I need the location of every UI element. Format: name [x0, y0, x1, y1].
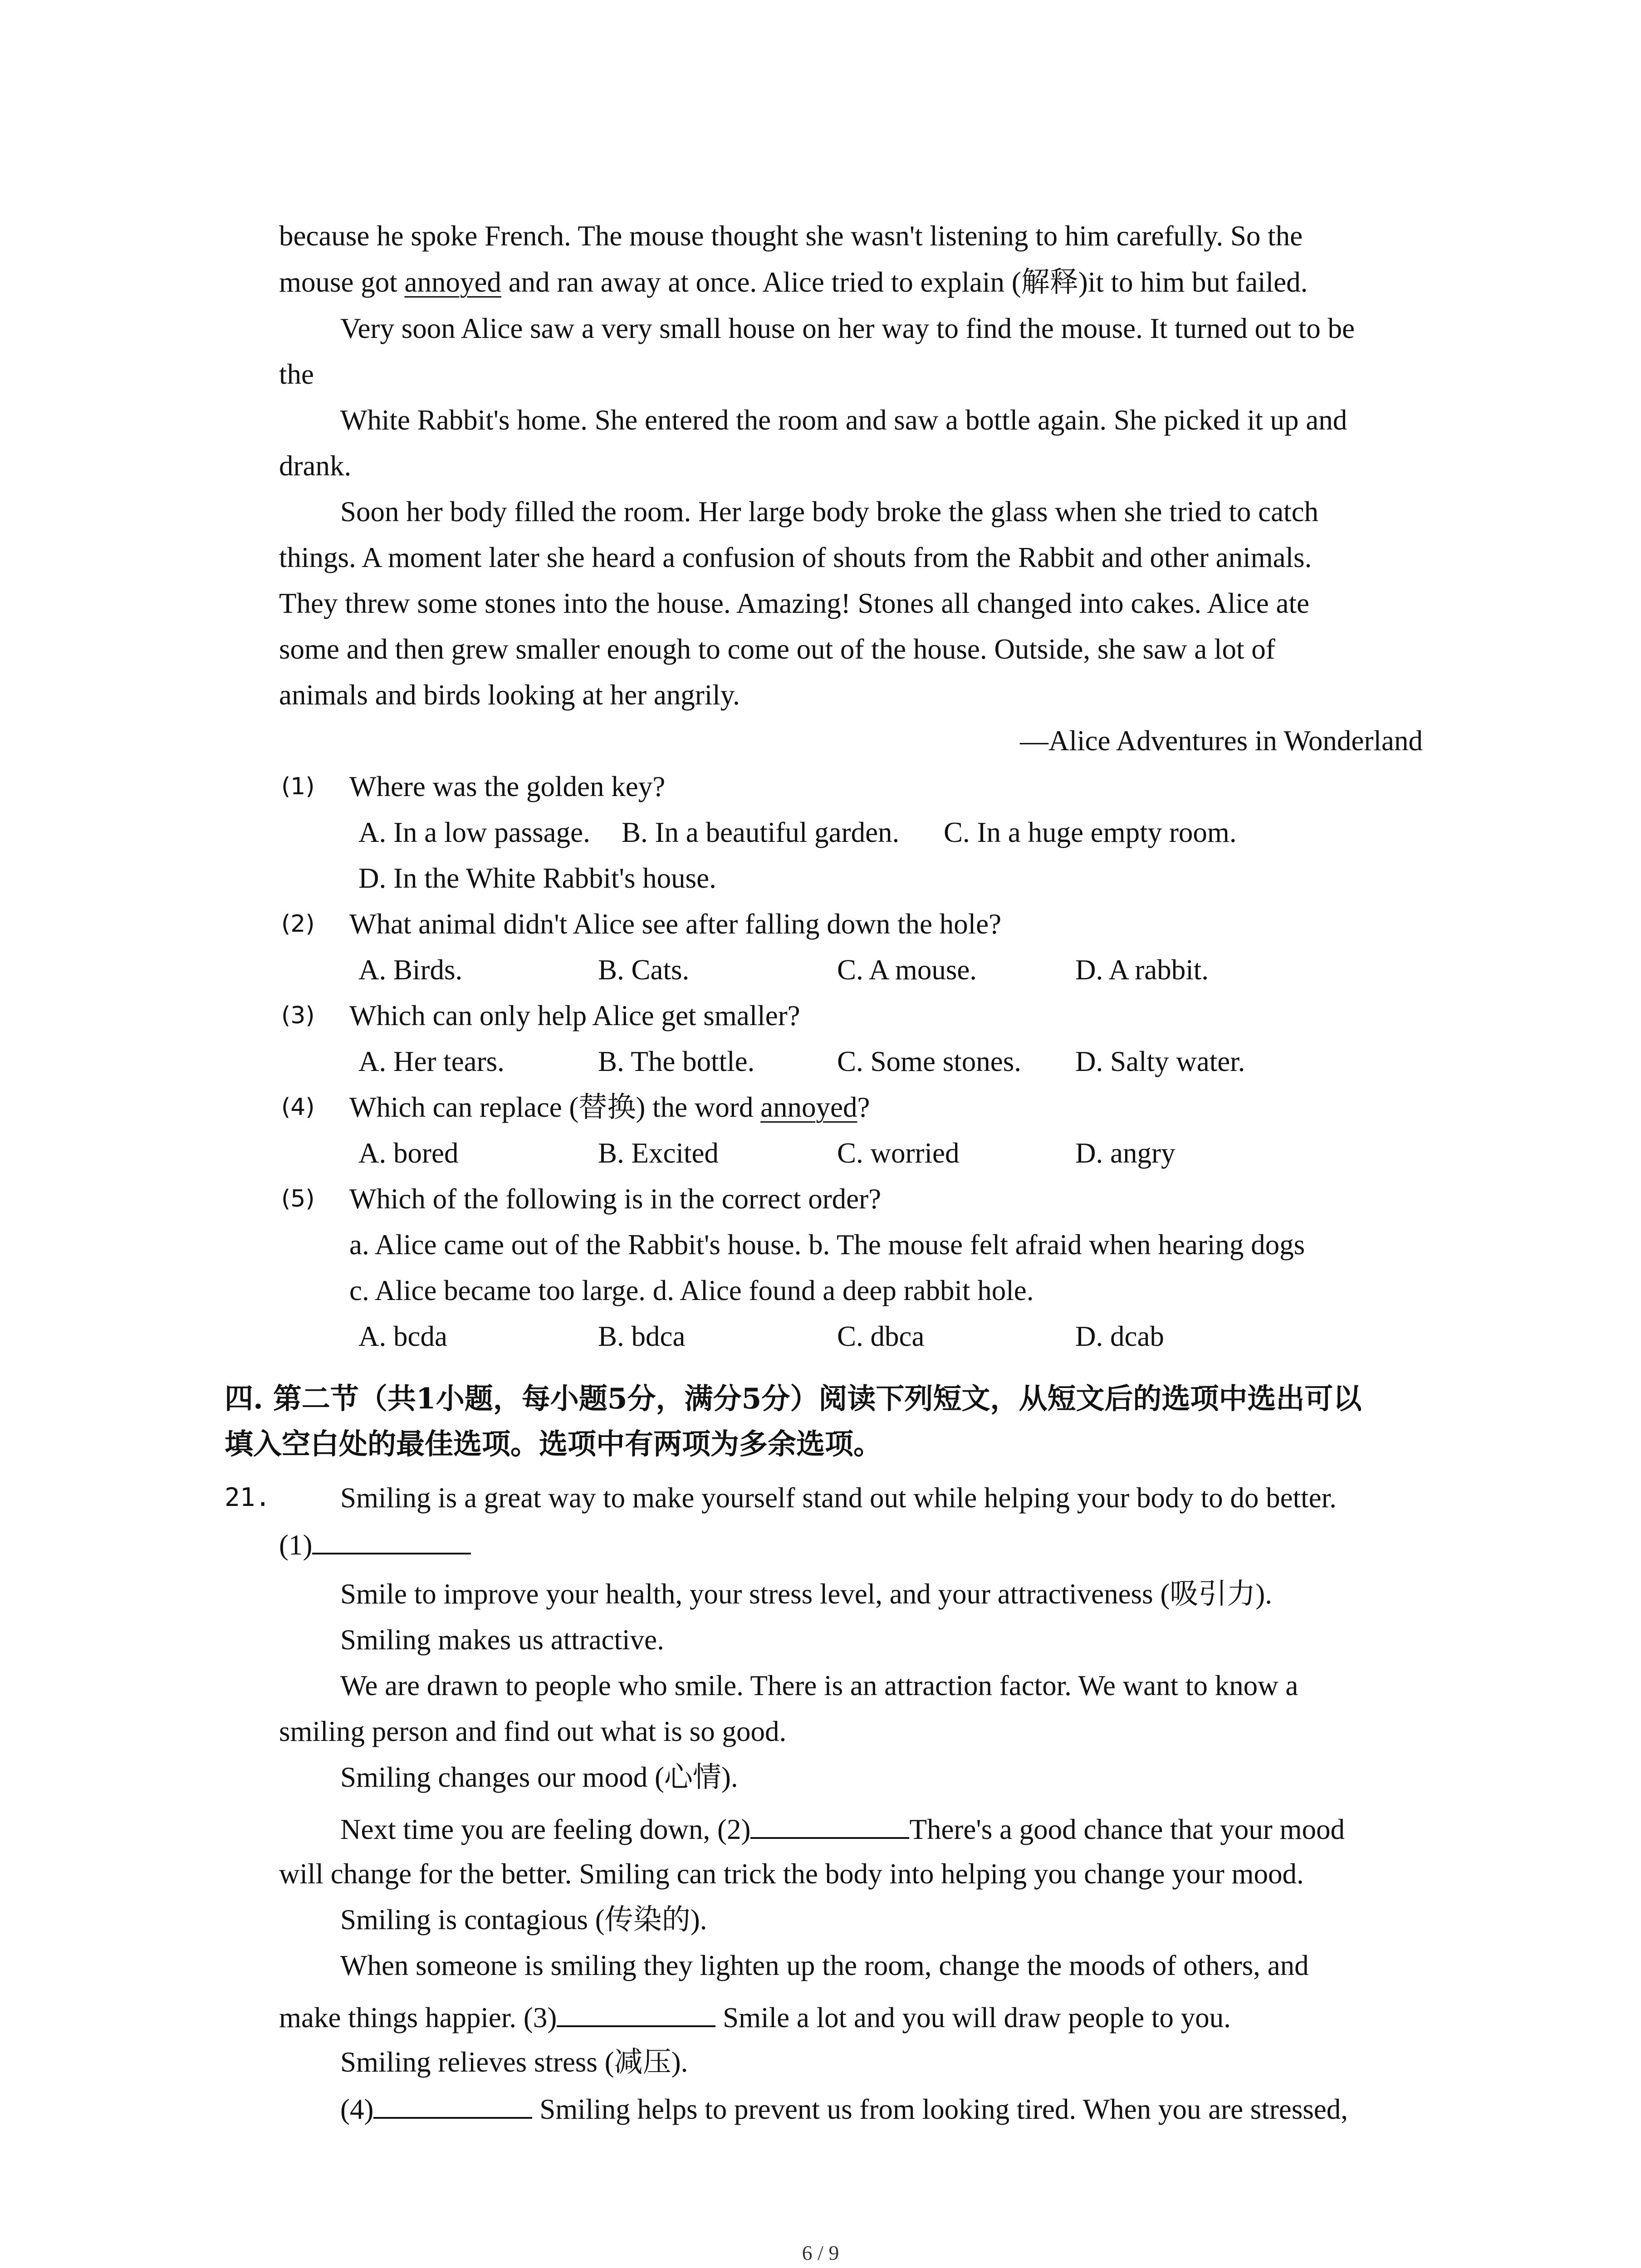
- passage-line: [340, 1810, 1345, 1848]
- option-d[interactable]: D. A rabbit.: [1075, 954, 1209, 986]
- passage-line: drank.: [279, 450, 352, 482]
- passage-line: smiling person and find out what is so good.: [279, 1716, 787, 1747]
- question-text: [349, 1089, 870, 1125]
- question-text: Which can only help Alice get smaller?: [349, 1000, 800, 1031]
- option-d[interactable]: D. angry: [1075, 1137, 1176, 1169]
- passage-line: When someone is smiling they lighten up the room, change the moods of others, and: [340, 1950, 1309, 1981]
- passage-line: White Rabbit's home. She entered the room and saw a bottle again. She picked it up and: [340, 404, 1347, 436]
- option-a[interactable]: A. In a low passage.: [358, 816, 590, 848]
- option-b[interactable]: B. Excited: [598, 1137, 719, 1169]
- blank-line: [279, 1525, 471, 1563]
- text-span: mouse got: [279, 266, 405, 298]
- option-b[interactable]: B. Cats.: [598, 954, 690, 986]
- option-c[interactable]: C. dbca: [837, 1320, 925, 1352]
- text-span: Next time you are feeling down, (2): [340, 1813, 751, 1845]
- passage-line: Very soon Alice saw a very small house on her way to find the mouse. It turned out to be: [340, 313, 1355, 344]
- answer-blank[interactable]: [373, 2090, 532, 2119]
- section-heading: 四. 第二节（共1小题，每小题5分，满分5分）阅读下列短文，从短文后的选项中选出可以: [225, 1382, 1362, 1415]
- passage-line: some and then grew smaller enough to come out of the house. Outside, she saw a lot of: [279, 633, 1275, 665]
- text-span: ?: [857, 1091, 870, 1123]
- section-heading: 填入空白处的最佳选项。选项中有两项为多余选项。: [225, 1427, 882, 1461]
- option-b[interactable]: B. The bottle.: [598, 1046, 755, 1077]
- option-c[interactable]: C. worried: [837, 1137, 960, 1169]
- blank-number: (1): [279, 1529, 313, 1561]
- question-subtext: a. Alice came out of the Rabbit's house. b. The mouse felt afraid when hearing dogs: [349, 1229, 1305, 1261]
- text-span: Smiling helps to prevent us from looking tired. When you are stressed,: [532, 2093, 1348, 2125]
- passage-line: because he spoke French. The mouse thought she wasn't listening to him carefully. So the: [279, 220, 1303, 252]
- passage-line: Smile to improve your health, your stress level, and your attractiveness (吸引力).: [340, 1578, 1273, 1610]
- question-text: Which of the following is in the correct order?: [349, 1183, 882, 1215]
- question-number: (5): [281, 1185, 315, 1212]
- passage-line: Smiling is contagious (传染的).: [340, 1904, 707, 1936]
- answer-blank[interactable]: [312, 1525, 471, 1554]
- passage-source: —Alice Adventures in Wonderland: [1020, 725, 1423, 757]
- question-number: (3): [281, 1002, 315, 1029]
- passage-line: Smiling makes us attractive.: [340, 1624, 664, 1656]
- text-span: There's a good chance that your mood: [909, 1813, 1345, 1845]
- answer-blank[interactable]: [750, 1810, 909, 1839]
- passage-line: the: [279, 358, 314, 390]
- passage-line: will change for the better. Smiling can trick the body into helping you change your mood.: [279, 1858, 1304, 1890]
- passage-line: Smiling is a great way to make yourself stand out while helping your body to do better.: [340, 1482, 1337, 1514]
- passage-line: We are drawn to people who smile. There is an attraction factor. We want to know a: [340, 1670, 1298, 1701]
- underlined-word: annoyed: [760, 1091, 857, 1123]
- option-a[interactable]: A. Birds.: [358, 954, 463, 986]
- option-b[interactable]: B. In a beautiful garden.: [622, 816, 900, 848]
- text-span: (4): [340, 2093, 374, 2125]
- passage-line: [279, 264, 1308, 300]
- question-number: (1): [281, 773, 315, 800]
- option-d[interactable]: D. Salty water.: [1075, 1046, 1245, 1077]
- option-d[interactable]: D. dcab: [1075, 1320, 1164, 1352]
- question-text: What animal didn't Alice see after falling down the hole?: [349, 908, 1002, 940]
- answer-blank[interactable]: [557, 1998, 715, 2027]
- passage-line: Smiling changes our mood (心情).: [340, 1761, 738, 1793]
- text-span: Which can replace (替换) the word: [349, 1091, 761, 1123]
- text-span: make things happier. (3): [279, 2002, 557, 2033]
- passage-line: They threw some stones into the house. Amazing! Stones all changed into cakes. Alice ate: [279, 587, 1309, 619]
- passage-line: [279, 1998, 1231, 2036]
- page-number: 6 / 9: [802, 2241, 839, 2264]
- passage-line: animals and birds looking at her angrily.: [279, 679, 740, 711]
- passage-line: Soon her body filled the room. Her large body broke the glass when she tried to catch: [340, 496, 1319, 528]
- passage-line: [340, 2090, 1348, 2127]
- option-c[interactable]: C. A mouse.: [837, 954, 977, 986]
- underlined-word: annoyed: [404, 266, 501, 298]
- text-span: and ran away at once. Alice tried to explain (解释)it to him but failed.: [501, 266, 1308, 298]
- passage-line: things. A moment later she heard a confusion of shouts from the Rabbit and other animals.: [279, 542, 1312, 573]
- text-span: Smile a lot and you will draw people to you.: [715, 2002, 1231, 2033]
- passage-line: Smiling relieves stress (减压).: [340, 2046, 688, 2078]
- option-a[interactable]: A. bored: [358, 1137, 459, 1169]
- question-number: (2): [281, 910, 315, 938]
- question-number: (4): [281, 1094, 315, 1121]
- question-text: Where was the golden key?: [349, 771, 666, 802]
- option-b[interactable]: B. bdca: [598, 1320, 686, 1352]
- question-number: 21.: [225, 1483, 271, 1512]
- question-subtext: c. Alice became too large. d. Alice found a deep rabbit hole.: [349, 1275, 1034, 1306]
- option-a[interactable]: A. Her tears.: [358, 1046, 505, 1077]
- option-c[interactable]: C. Some stones.: [837, 1046, 1022, 1077]
- option-d[interactable]: D. In the White Rabbit's house.: [358, 862, 716, 894]
- option-c[interactable]: C. In a huge empty room.: [944, 816, 1237, 848]
- option-a[interactable]: A. bcda: [358, 1320, 447, 1352]
